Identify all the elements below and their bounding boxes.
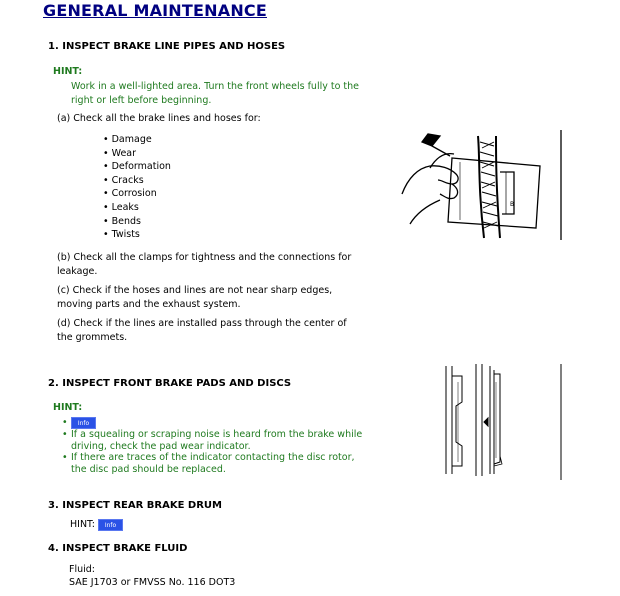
check-item-wear: • Wear — [103, 147, 171, 161]
section-3-hint-label: HINT: — [70, 519, 96, 530]
rear-drum-info-button[interactable]: Info — [98, 519, 123, 531]
check-item-leaks: • Leaks — [103, 201, 171, 215]
check-item-corrosion: • Corrosion — [103, 187, 171, 201]
check-item-damage: • Damage — [103, 133, 171, 147]
step-1b: (b) Check all the clamps for tightness and the connections for leakage. — [57, 252, 352, 277]
section-2-hint-label: HINT: — [53, 402, 83, 413]
section-2-heading: 2. INSPECT FRONT BRAKE PADS AND DISCS — [48, 378, 292, 389]
check-item-cracks: • Cracks — [103, 174, 171, 188]
section-3-heading: 3. INSPECT REAR BRAKE DRUM — [48, 500, 222, 511]
hint-bullet-2: • If there are traces of the indicator contacting the disc rotor, the disc pad should be replaced. — [62, 452, 372, 475]
hose-inspection-illustration — [400, 128, 570, 246]
step-1d: (d) Check if the lines are installed pass through the center of the grommets. — [57, 318, 347, 343]
check-item-deformation: • Deformation — [103, 160, 171, 174]
hint-bullet-1: • If a squealing or scraping noise is heard from the brake while driving, check the pad wear indicator. — [62, 429, 372, 452]
section-4-heading: 4. INSPECT BRAKE FLUID — [48, 543, 188, 554]
section-3-hint — [70, 518, 123, 532]
section-1-hint-text: Work in a well-lighted area. Turn the front wheels fully to the right or left before beginning. — [71, 81, 360, 106]
check-item-twists: • Twists — [103, 228, 171, 242]
hint-info-item — [62, 417, 372, 429]
svg-text:B: B — [510, 201, 515, 208]
info-button[interactable]: Info — [71, 417, 96, 429]
check-item-bends: • Bends — [103, 215, 171, 229]
section-2-hint-list — [62, 417, 372, 475]
section-1-heading: 1. INSPECT BRAKE LINE PIPES AND HOSES — [48, 41, 286, 52]
step-1a: (a) Check all the brake lines and hoses for: — [57, 113, 261, 124]
brake-pad-illustration — [440, 362, 570, 486]
section-1-hint-label: HINT: — [53, 66, 83, 77]
step-1c: (c) Check if the hoses and lines are not near sharp edges, moving parts and the exhaust system. — [57, 285, 333, 310]
page-title: GENERAL MAINTENANCE — [43, 1, 267, 20]
fluid-label: Fluid: — [69, 564, 95, 575]
check-list — [103, 133, 171, 242]
fluid-spec: SAE J1703 or FMVSS No. 116 DOT3 — [69, 577, 236, 588]
